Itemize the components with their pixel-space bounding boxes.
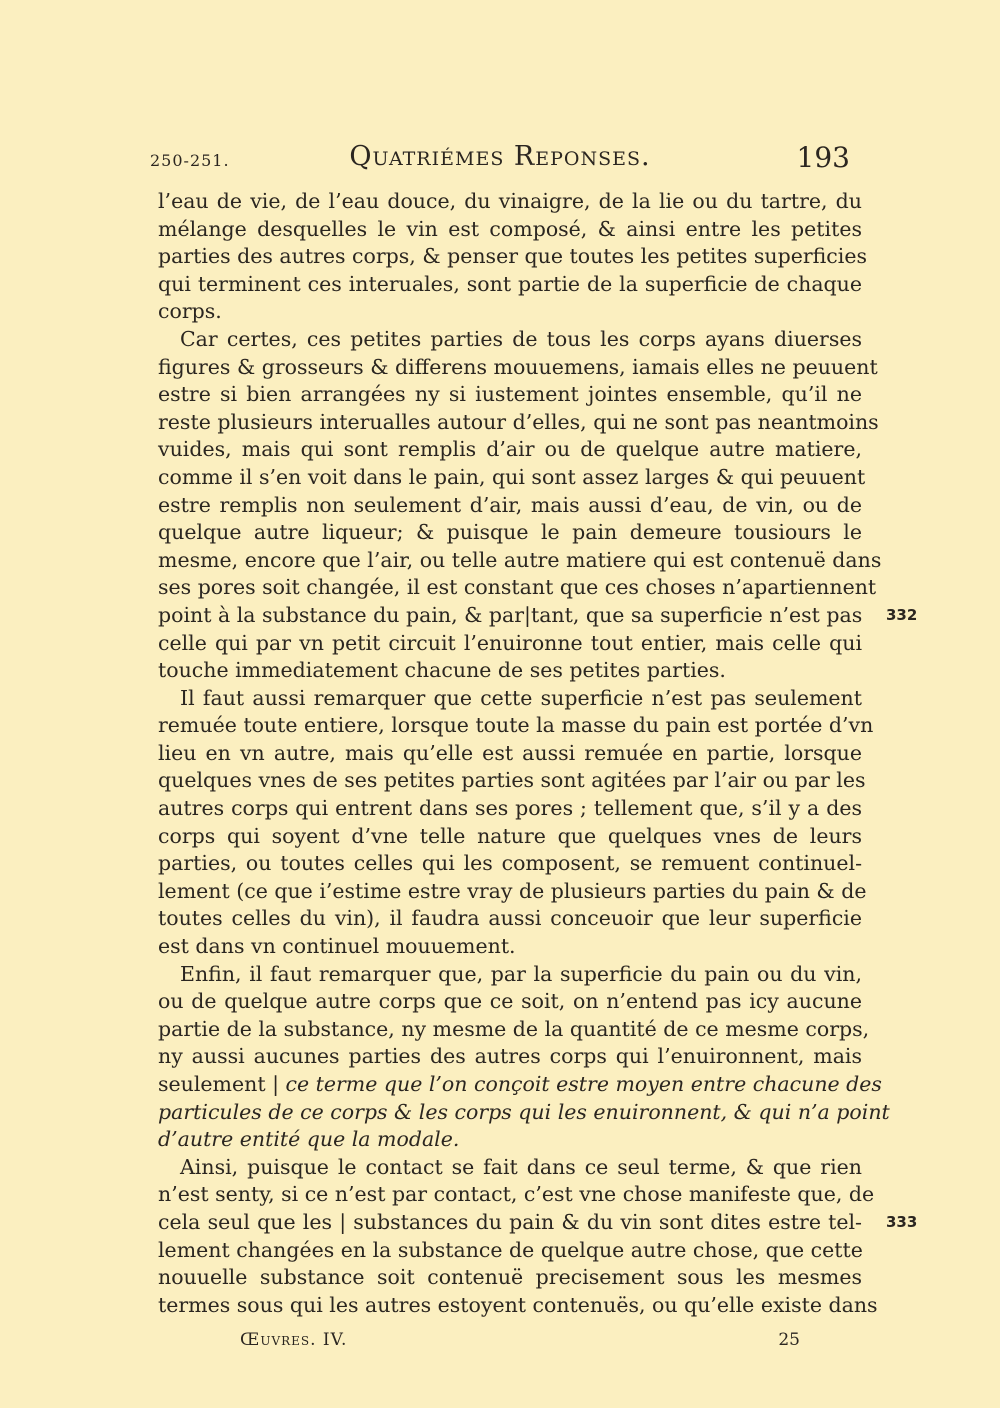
- text-line: parties des autres corps, & penser que toutes les petites superficies: [158, 244, 868, 269]
- text-line: Ainsi, puisque le contact se fait dans ce seul terme, & que rien: [180, 1154, 862, 1179]
- text-line: quelques vnes de ses petites parties sont agitées par l’air ou par les: [158, 768, 866, 793]
- text-line: l’eau de vie, de l’eau douce, du vinaigre, de la lie ou du tartre, du: [158, 189, 862, 213]
- page-number: 193: [796, 141, 850, 174]
- text-line: corps qui soyent d’vne telle nature que quelques vnes de leurs: [158, 823, 862, 848]
- text-line: comme il s’en voit dans le pain, qui sont assez larges & qui peuuent: [158, 464, 866, 489]
- margin-note: 332: [886, 605, 918, 624]
- text-line: ses pores soit changée, il est constant que ces choses n’apartiennent: [158, 575, 877, 600]
- text-line: point à la substance du pain, & par|tant, que sa superficie n’est pas: [158, 602, 863, 627]
- page-footer: [240, 1330, 800, 1360]
- text-line: remuée toute entiere, lorsque toute la masse du pain est portée d’vn: [158, 713, 874, 738]
- text-line: autres corps qui entrent dans ses pores ; tellement que, s’il y a des: [158, 796, 862, 821]
- roman-text: seulement |: [158, 1072, 286, 1096]
- text-line: cela seul que les | substances du pain & du vin sont dites estre tel-: [158, 1209, 862, 1234]
- footer-signature: Œuvres. IV.: [240, 1330, 348, 1350]
- text-line: qui terminent ces interuales, sont partie de la superficie de chaque: [158, 271, 862, 296]
- page-reference: 250-251.: [150, 151, 230, 170]
- text-line: Enfin, il faut remarquer que, par la superficie du pain ou du vin,: [180, 961, 862, 986]
- mixed-text-line: [158, 1071, 882, 1099]
- running-title: Quatriémes Reponses.: [349, 141, 651, 172]
- text-line: vuides, mais qui sont remplis d’air ou de quelque autre matiere,: [158, 437, 862, 462]
- text-line: est dans vn continuel mouuement.: [158, 934, 516, 959]
- text-line: parties, ou toutes celles qui les composent, se remuent continuel-: [158, 851, 862, 876]
- text-line: partie de la substance, ny mesme de la quantité de ce mesme corps,: [158, 1016, 870, 1041]
- text-line: ou de quelque autre corps que ce soit, on n’entend pas icy aucune: [158, 989, 862, 1014]
- text-line: touche immediatement chacune de ses petites parties.: [158, 658, 726, 683]
- text-line: ny aussi aucunes parties des autres corps qui l’enuironnent, mais: [158, 1044, 862, 1069]
- text-line: reste plusieurs interualles autour d’elles, qui ne sont pas neantmoins: [158, 409, 879, 434]
- text-line: mélange desquelles le vin est composé, & ainsi entre les petites: [158, 216, 862, 241]
- footer-sheet-number: 25: [778, 1330, 800, 1350]
- text-line: lement (ce que i’estime estre vray de plusieurs parties du pain & de: [158, 878, 867, 903]
- text-line: nouuelle substance soit contenuë precisement sous les mesmes: [158, 1265, 862, 1290]
- text-line: figures & grosseurs & differens mouuemens, iamais elles ne peuuent: [158, 354, 878, 379]
- text-line: Car certes, ces petites parties de tous les corps ayans diuerses: [180, 326, 862, 351]
- text-line: lement changées en la substance de quelque autre chose, que cette: [158, 1237, 863, 1262]
- italic-text: ce terme que l’on conçoit estre moyen entre chacune des: [285, 1072, 882, 1096]
- text-line: d’autre entité que la modale.: [158, 1127, 460, 1152]
- text-line: quelque autre liqueur; & puisque le pain demeure tousiours le: [158, 520, 862, 545]
- text-line: termes sous qui les autres estoyent contenuës, ou qu’elle existe dans: [158, 1292, 878, 1317]
- margin-note: 333: [886, 1212, 918, 1231]
- text-line: n’est senty, si ce n’est par contact, c’est vne chose manifeste que, de: [158, 1182, 875, 1207]
- text-line: mesme, encore que l’air, ou telle autre matiere qui est contenuë dans: [158, 547, 882, 572]
- text-line: estre si bien arrangées ny si iustement jointes ensemble, qu’il ne: [158, 382, 862, 407]
- body-text: [158, 188, 918, 1319]
- text-line: particules de ce corps & les corps qui les enuironnent, & qui n’a point: [158, 1099, 890, 1124]
- text-line: celle qui par vn petit circuit l’enuironne tout entier, mais celle qui: [158, 630, 862, 655]
- text-line: toutes celles du vin), il faudra aussi conceuoir que leur superficie: [158, 906, 862, 931]
- text-line: corps.: [158, 299, 222, 324]
- running-header: [150, 141, 850, 181]
- text-line: estre remplis non seulement d’air, mais aussi d’eau, de vin, ou de: [158, 492, 862, 517]
- text-line: Il faut aussi remarquer que cette superficie n’est pas seulement: [180, 685, 862, 710]
- text-line: lieu en vn autre, mais qu’elle est aussi remuée en partie, lorsque: [158, 740, 862, 765]
